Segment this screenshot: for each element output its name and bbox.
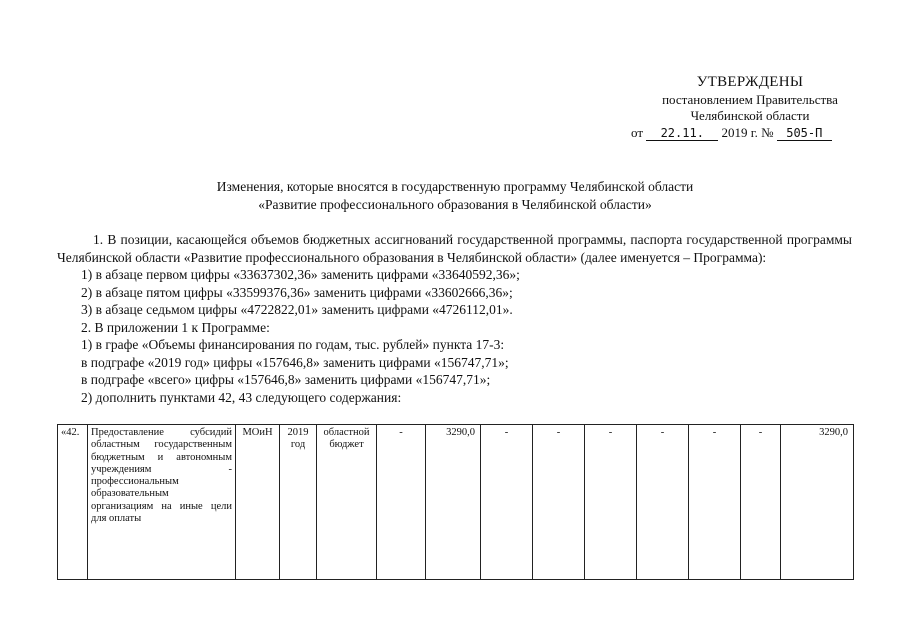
paragraph-1: 1. В позиции, касающейся объемов бюджетных ассигнований государственной программы, паспорта государственной программы Челябинской области «Развитие профессионального образования в Челябинской области» (далее именуется – Программа): xyxy=(57,232,852,265)
paragraph-1-item-1: 1) в абзаце первом цифры «33637302,36» заменить цифрами «33640592,36»; xyxy=(81,267,520,282)
approval-date-field: 22.11. xyxy=(646,127,718,141)
approval-stamp xyxy=(600,74,860,141)
paragraph-2-item-1b: в подграфе «всего» цифры «157646,8» заменить цифрами «156747,71»; xyxy=(81,372,491,387)
cell-value-10: - xyxy=(585,425,637,580)
document-body xyxy=(57,231,852,406)
cell-value-12: - xyxy=(689,425,741,580)
title-line-1: Изменения, которые вносятся в государственную программу Челябинской области xyxy=(216,179,694,194)
cell-value-13: - xyxy=(741,425,781,580)
cell-value-9: - xyxy=(533,425,585,580)
paragraph-1-item-3: 3) в абзаце седьмом цифры «4722822,01» заменить цифрами «4726112,01». xyxy=(81,302,513,317)
cell-item-name: Предоставление субсидий областным государственным бюджетным и автономным учреждениям - профессиональным образовательным организациям на иные цели для оплаты xyxy=(88,425,236,580)
paragraph-2-item-2: 2) дополнить пунктами 42, 43 следующего содержания: xyxy=(81,389,402,405)
cell-value-7: 3290,0 xyxy=(426,425,481,580)
approval-number-field: 505-П xyxy=(777,127,832,141)
approval-line-1: постановлением Правительства xyxy=(662,92,838,107)
date-prefix: от xyxy=(631,125,644,140)
paragraph-1-item-2: 2) в абзаце пятом цифры «33599376,36» заменить цифрами «33602666,36»; xyxy=(81,284,513,300)
paragraph-2-item-1: 1) в графе «Объемы финансирования по годам, тыс. рублей» пункта 17-3: xyxy=(81,337,505,352)
year-text: 2019 г. № xyxy=(721,125,774,140)
title-line-2: «Развитие профессионального образования в Челябинской области» xyxy=(258,197,652,212)
approval-date-line xyxy=(631,125,860,141)
cell-year: 2019 год xyxy=(280,425,317,580)
approval-line-2: Челябинской области xyxy=(690,108,810,123)
document-title xyxy=(60,178,850,214)
program-table xyxy=(57,424,854,580)
cell-source: областной бюджет xyxy=(317,425,377,580)
cell-item-number: «42. xyxy=(58,425,88,580)
cell-total: 3290,0 xyxy=(781,425,854,580)
table-row xyxy=(58,425,854,580)
cell-value-8: - xyxy=(481,425,533,580)
cell-value-6: - xyxy=(377,425,426,580)
paragraph-2-item-1a: в подграфе «2019 год» цифры «157646,8» заменить цифрами «156747,71»; xyxy=(81,354,509,370)
paragraph-2: 2. В приложении 1 к Программе: xyxy=(81,319,270,335)
approval-heading: УТВЕРЖДЕНЫ xyxy=(696,74,804,90)
cell-executor: МОиН xyxy=(236,425,280,580)
cell-value-11: - xyxy=(637,425,689,580)
